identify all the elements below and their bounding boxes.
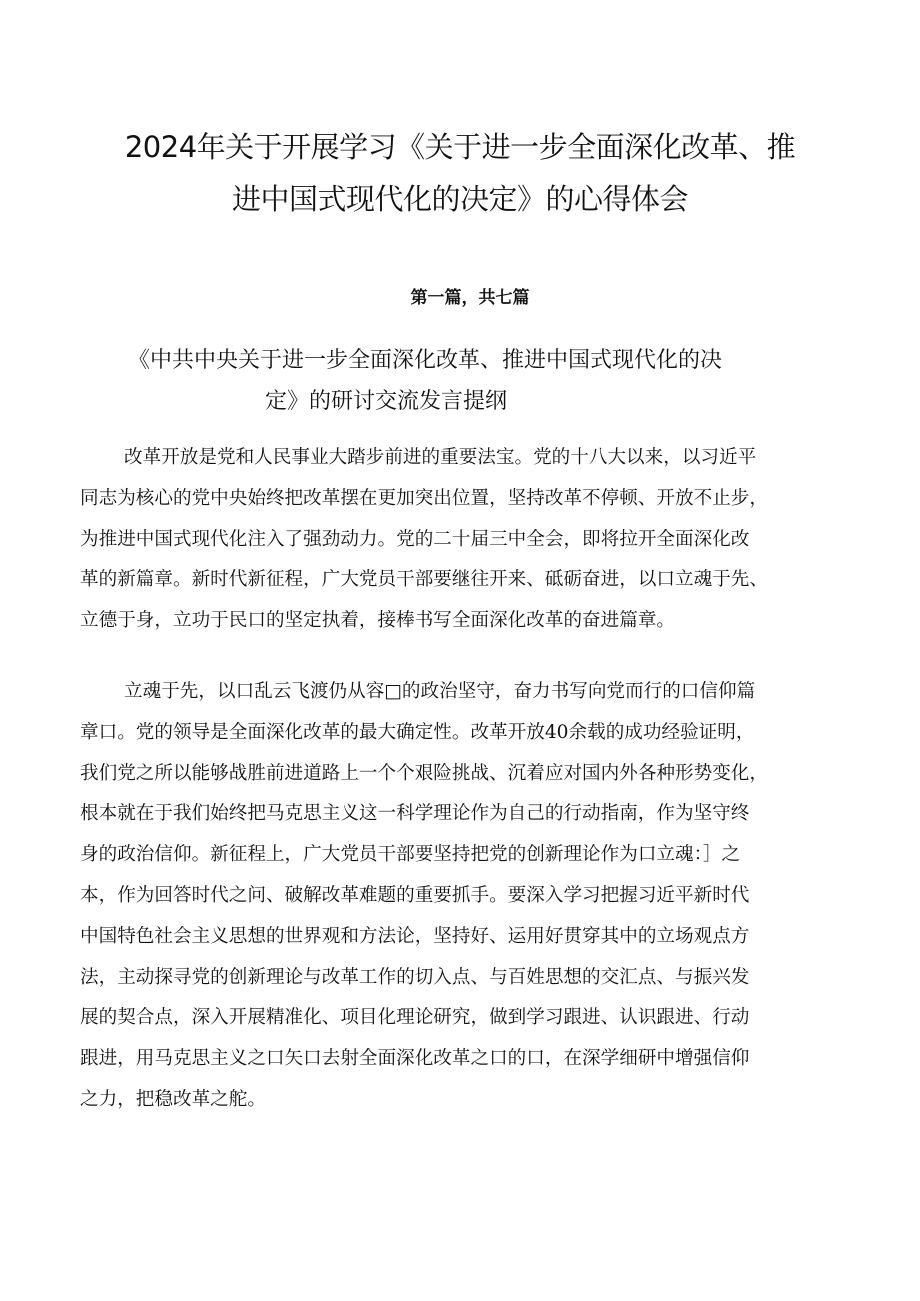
paragraph-line: 中国特色社会主义思想的世界观和方法论，坚持好、运用好贯穿其中的立场观点方 (80, 925, 750, 947)
document-title-line: 进中国式现代化的决定》的心得体会 (231, 182, 688, 216)
section-subtitle (128, 340, 868, 422)
paragraph-line: 展的契合点，深入开展精准化、项目化理论研究，做到学习跟进、认识跟进、行动 (80, 1007, 750, 1029)
paragraph-line: 革的新篇章。新时代新征程，广大党员干部要继往开来、砥砺奋进，以口立魂于先、 (80, 569, 768, 591)
paragraph-line: 根本就在于我们始终把马克思主义这一科学理论作为自己的行动指南，作为坚守终 (80, 803, 750, 825)
paragraph-line: 跟进，用马克思主义之口矢口去射全面深化改革之口的口，在深学细研中增强信仰 (80, 1048, 750, 1070)
paragraph-line: 之力，把稳改革之舵。 (80, 1088, 266, 1110)
section-label: 第一篇，共七篇 (410, 288, 530, 308)
paragraph-line: 为推进中国式现代化注入了强劲动力。党的二十届三中全会，即将拉开全面深化改 (80, 528, 750, 550)
paragraph-line: 我们党之所以能够战胜前进道路上一个个艰险挑战、沉着应对国内外各种形势变化， (80, 762, 768, 784)
paragraph-line: 本，作为回答时代之问、破解改革难题的重要抓手。要深入学习把握习近平新时代 (80, 884, 750, 906)
paragraph-line: 立魂于先，以口乱云飞渡仍从容□的政治坚守，奋力书写向党而行的口信仰篇 (124, 681, 756, 702)
body-paragraph (80, 672, 870, 1121)
paragraph-line: 改革开放是党和人民事业大踏步前进的重要法宝。党的十八大以来，以习近平 (124, 447, 757, 468)
paragraph-line: 法，主动探寻党的创新理论与改革工作的切入点、与百姓思想的交汇点、与振兴发 (80, 966, 750, 988)
paragraph-line: 章口。党的领导是全面深化改革的最大确定性。改革开放40余载的成功经验证明， (80, 721, 755, 743)
document-title (60, 121, 860, 225)
document-title-line: 2024年关于开展学习《关于进一步全面深化改革、推 (124, 130, 796, 164)
body-paragraph (80, 438, 870, 642)
paragraph-line: 同志为核心的党中央始终把改革摆在更加突出位置，坚持改革不停顿、开放不止步， (80, 487, 768, 509)
section-subtitle-line: 《中共中央关于进一步全面深化改革、推进中国式现代化的决 (128, 348, 723, 373)
paragraph-line: 身的政治信仰。新征程上，广大党员干部要坚持把党的创新理论作为口立魂：］之 (80, 844, 741, 866)
section-subtitle-line: 定》的研讨交流发言提纲 (264, 389, 507, 414)
paragraph-line: 立德于身，立功于民口的坚定执着，接棒书写全面深化改革的奋进篇章。 (80, 610, 676, 632)
